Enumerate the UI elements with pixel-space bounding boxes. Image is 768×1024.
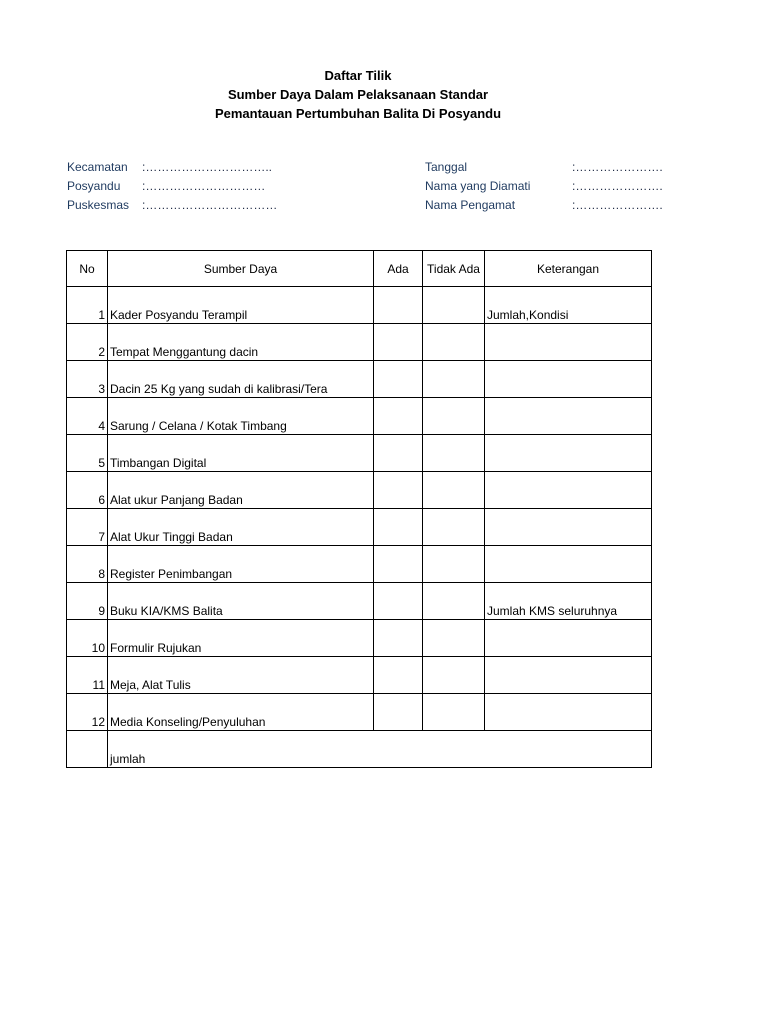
row-number: 3 xyxy=(67,361,108,398)
row-sumber-daya: Meja, Alat Tulis xyxy=(108,657,374,694)
info-row-posyandu xyxy=(67,177,277,196)
title-line-2: Sumber Daya Dalam Pelaksanaan Standar xyxy=(227,87,489,102)
row-tidak-ada-checkbox-cell[interactable] xyxy=(423,694,485,731)
info-row-kecamatan xyxy=(67,158,277,177)
header-sumber-daya: Sumber Daya xyxy=(108,251,374,287)
table-row xyxy=(67,435,652,472)
row-keterangan[interactable] xyxy=(485,620,652,657)
total-row xyxy=(67,731,652,768)
info-left xyxy=(67,158,277,215)
header-ada: Ada xyxy=(374,251,423,287)
header-keterangan: Keterangan xyxy=(485,251,652,287)
row-number: 5 xyxy=(67,435,108,472)
row-tidak-ada-checkbox-cell[interactable] xyxy=(423,583,485,620)
table-row xyxy=(67,287,652,324)
row-sumber-daya: Dacin 25 Kg yang sudah di kalibrasi/Tera xyxy=(108,361,374,398)
document-title xyxy=(0,66,716,123)
row-sumber-daya: Sarung / Celana / Kotak Timbang xyxy=(108,398,374,435)
info-label: Posyandu xyxy=(67,179,121,193)
row-keterangan[interactable]: Jumlah KMS seluruhnya xyxy=(485,583,652,620)
row-tidak-ada-checkbox-cell[interactable] xyxy=(423,509,485,546)
table-row xyxy=(67,398,652,435)
row-ada-checkbox-cell[interactable] xyxy=(374,657,423,694)
info-label: Tanggal xyxy=(425,160,468,174)
row-number: 6 xyxy=(67,472,108,509)
checklist-table xyxy=(66,250,652,768)
info-value-field[interactable]: :…………………………… xyxy=(142,198,278,212)
info-right xyxy=(425,158,663,215)
total-cell xyxy=(67,731,108,768)
row-ada-checkbox-cell[interactable] xyxy=(374,398,423,435)
row-tidak-ada-checkbox-cell[interactable] xyxy=(423,657,485,694)
row-ada-checkbox-cell[interactable] xyxy=(374,472,423,509)
title-line-1: Daftar Tilik xyxy=(324,68,392,83)
info-value-field[interactable]: :…………………. xyxy=(572,179,663,193)
row-sumber-daya: Media Konseling/Penyuluhan xyxy=(108,694,374,731)
row-tidak-ada-checkbox-cell[interactable] xyxy=(423,398,485,435)
row-ada-checkbox-cell[interactable] xyxy=(374,509,423,546)
row-ada-checkbox-cell[interactable] xyxy=(374,546,423,583)
table-row xyxy=(67,583,652,620)
row-keterangan[interactable] xyxy=(485,509,652,546)
row-number: 1 xyxy=(67,287,108,324)
row-keterangan[interactable] xyxy=(485,472,652,509)
info-row-nama-pengamat xyxy=(425,196,663,215)
table-row xyxy=(67,472,652,509)
row-ada-checkbox-cell[interactable] xyxy=(374,435,423,472)
info-label: Nama Pengamat xyxy=(425,198,516,212)
row-number: 8 xyxy=(67,546,108,583)
table-row xyxy=(67,620,652,657)
info-label: Puskesmas xyxy=(67,198,130,212)
row-sumber-daya: Alat ukur Panjang Badan xyxy=(108,472,374,509)
table-header-row xyxy=(67,251,652,287)
row-ada-checkbox-cell[interactable] xyxy=(374,287,423,324)
info-value-field[interactable]: :…………………. xyxy=(572,160,663,174)
table-row xyxy=(67,657,652,694)
row-sumber-daya: Formulir Rujukan xyxy=(108,620,374,657)
row-number: 4 xyxy=(67,398,108,435)
row-sumber-daya: Alat Ukur Tinggi Badan xyxy=(108,509,374,546)
row-keterangan[interactable] xyxy=(485,398,652,435)
row-ada-checkbox-cell[interactable] xyxy=(374,361,423,398)
table-row xyxy=(67,546,652,583)
row-ada-checkbox-cell[interactable] xyxy=(374,620,423,657)
row-sumber-daya: Timbangan Digital xyxy=(108,435,374,472)
info-label: Kecamatan xyxy=(67,160,128,174)
row-number: 2 xyxy=(67,324,108,361)
table-row xyxy=(67,509,652,546)
info-value-field[interactable]: :………………………… xyxy=(142,179,266,193)
row-keterangan[interactable] xyxy=(485,694,652,731)
row-tidak-ada-checkbox-cell[interactable] xyxy=(423,361,485,398)
row-tidak-ada-checkbox-cell[interactable] xyxy=(423,620,485,657)
row-tidak-ada-checkbox-cell[interactable] xyxy=(423,324,485,361)
header-no: No xyxy=(67,251,108,287)
row-keterangan[interactable] xyxy=(485,546,652,583)
row-number: 7 xyxy=(67,509,108,546)
info-row-puskesmas xyxy=(67,196,277,215)
info-value-field[interactable]: :………………………….. xyxy=(142,160,273,174)
row-number: 10 xyxy=(67,620,108,657)
row-sumber-daya: Tempat Menggantung dacin xyxy=(108,324,374,361)
row-tidak-ada-checkbox-cell[interactable] xyxy=(423,287,485,324)
info-value-field[interactable]: :…………………. xyxy=(572,198,663,212)
title-line-3: Pemantauan Pertumbuhan Balita Di Posyandu xyxy=(214,106,502,121)
row-sumber-daya: Kader Posyandu Terampil xyxy=(108,287,374,324)
row-ada-checkbox-cell[interactable] xyxy=(374,583,423,620)
info-label: Nama yang Diamati xyxy=(425,179,531,193)
row-keterangan[interactable] xyxy=(485,361,652,398)
row-keterangan[interactable]: Jumlah,Kondisi xyxy=(485,287,652,324)
row-sumber-daya: Register Penimbangan xyxy=(108,546,374,583)
info-row-tanggal xyxy=(425,158,663,177)
row-number: 11 xyxy=(67,657,108,694)
row-number: 12 xyxy=(67,694,108,731)
row-keterangan[interactable] xyxy=(485,657,652,694)
total-label: jumlah xyxy=(108,731,652,768)
row-keterangan[interactable] xyxy=(485,435,652,472)
row-tidak-ada-checkbox-cell[interactable] xyxy=(423,472,485,509)
row-tidak-ada-checkbox-cell[interactable] xyxy=(423,546,485,583)
table-row xyxy=(67,324,652,361)
table-row xyxy=(67,694,652,731)
row-ada-checkbox-cell[interactable] xyxy=(374,324,423,361)
row-number: 9 xyxy=(67,583,108,620)
row-tidak-ada-checkbox-cell[interactable] xyxy=(423,435,485,472)
table-row xyxy=(67,361,652,398)
info-row-nama-diamati xyxy=(425,177,663,196)
header-tidak-ada: Tidak Ada xyxy=(423,251,485,287)
row-keterangan[interactable] xyxy=(485,324,652,361)
row-sumber-daya: Buku KIA/KMS Balita xyxy=(108,583,374,620)
row-ada-checkbox-cell[interactable] xyxy=(374,694,423,731)
